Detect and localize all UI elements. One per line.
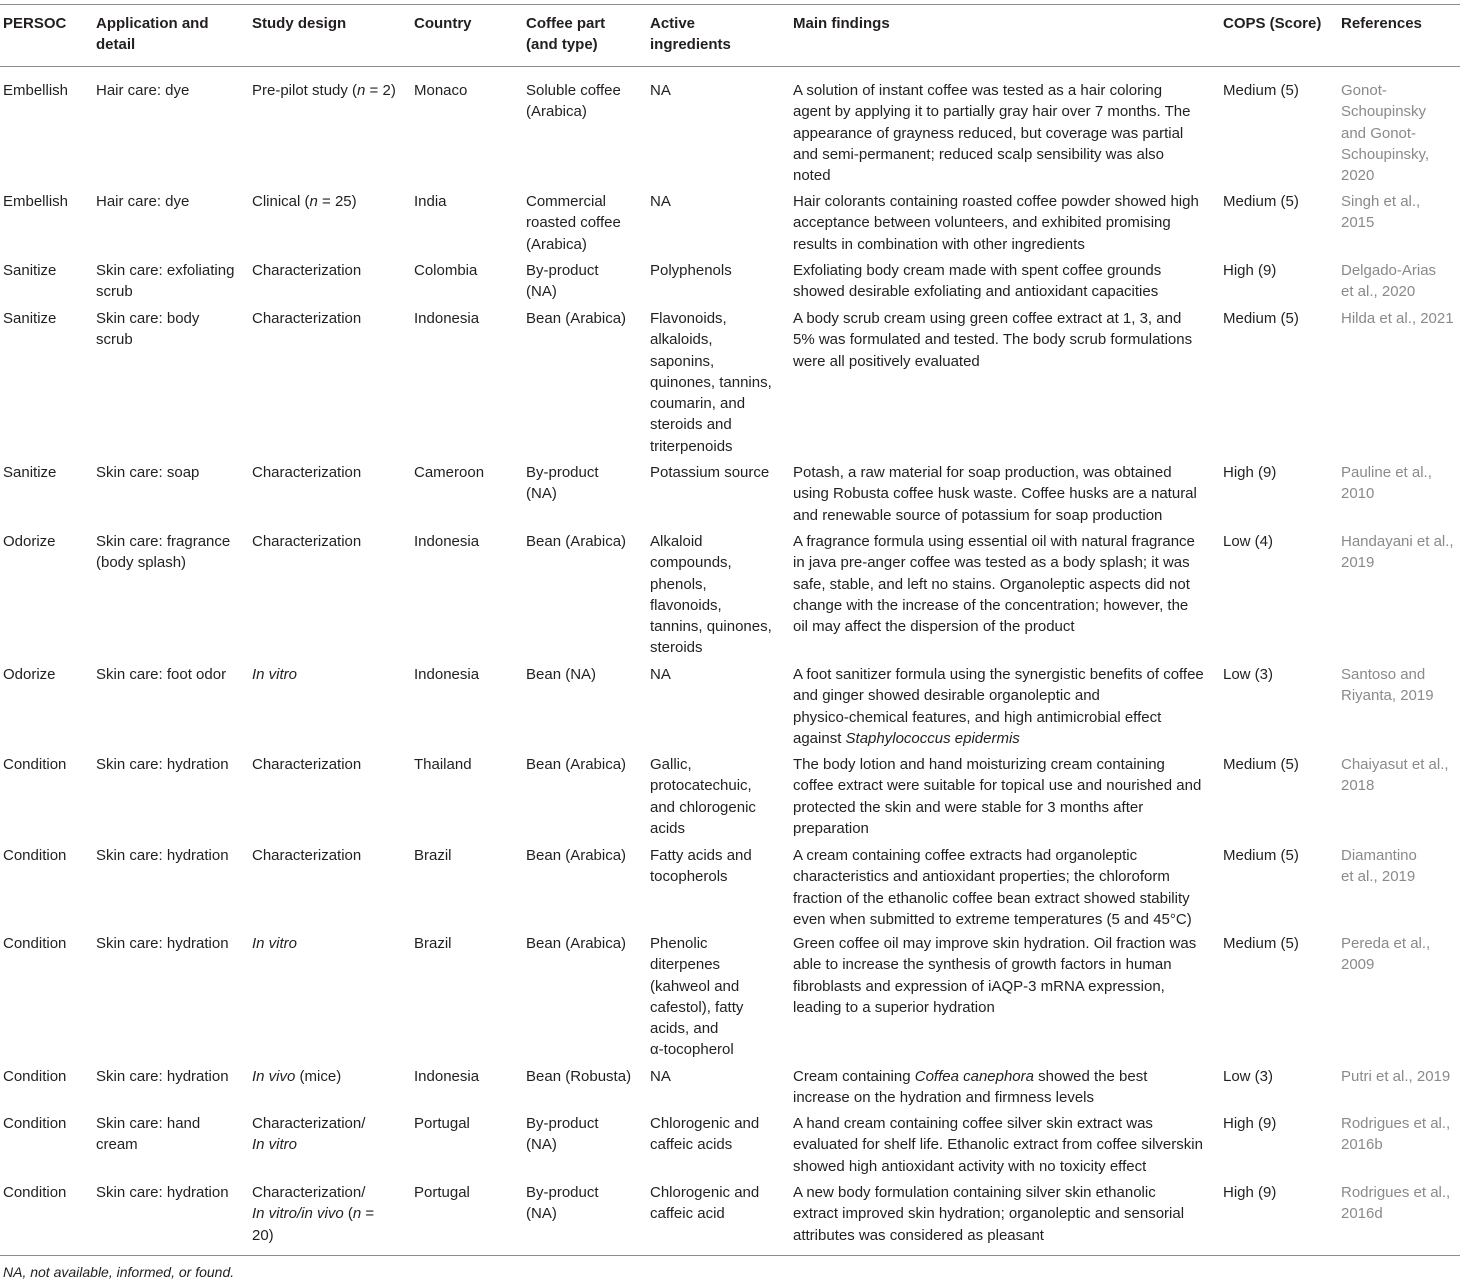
- column-header: Coffee part (and type): [526, 15, 606, 54]
- reference-cell: Pauline et al., 2010: [1341, 464, 1432, 503]
- text-run: A foot sanitizer formula using the synergistic benefits of coffee and ginger showed desirable organoleptic and physico-chemical features, and high antimicrobial effect against: [793, 666, 1204, 747]
- coffee-part-cell: By-product (NA): [526, 464, 599, 503]
- text-run: In vitro: [252, 1136, 298, 1154]
- ingredients-cell: Chlorogenic and caffeic acids: [650, 1115, 760, 1154]
- cops-cell: High (9): [1223, 262, 1277, 279]
- country-cell: Cameroon: [414, 464, 485, 481]
- text-run: The body lotion and hand moisturizing cream containing coffee extract were suitable for topical use and nourished and protected the skin and were stable for 3 months after preparation: [793, 756, 1202, 837]
- application-cell: Skin care: foot odor: [96, 666, 227, 683]
- cops-cell: High (9): [1223, 1115, 1277, 1132]
- study-design-cell: [252, 664, 297, 685]
- application-cell: Skin care: hydration: [96, 1068, 229, 1085]
- text-run: In vitro: [252, 666, 298, 683]
- cops-cell: Medium (5): [1223, 193, 1299, 210]
- ingredients-cell: Phenolic diterpenes (kahweol and cafestol), fatty acids, and α-tocopherol: [650, 935, 744, 1059]
- application-cell: Skin care: hydration: [96, 1184, 229, 1201]
- reference-cell: Rodrigues et al., 2016d: [1341, 1184, 1451, 1223]
- text-run: A body scrub cream using green coffee extract at 1, 3, and 5% was formulated and tested. The body scrub formulations were all positively evaluated: [793, 310, 1193, 370]
- findings-cell: [793, 664, 1204, 749]
- text-run: Pre-pilot study (: [252, 82, 358, 99]
- text-run: = 25): [317, 193, 357, 210]
- persoc-cell: Condition: [3, 847, 67, 864]
- study-design-cell: [252, 462, 361, 483]
- coffee-part-cell: Bean (Arabica): [526, 847, 627, 864]
- persoc-cell: Embellish: [3, 193, 69, 210]
- ingredients-cell: Fatty acids and tocopherols: [650, 847, 752, 886]
- cops-cell: Medium (5): [1223, 310, 1299, 327]
- cops-cell: Low (3): [1223, 666, 1274, 683]
- findings-cell: [793, 933, 1196, 1018]
- application-cell: Hair care: dye: [96, 193, 190, 210]
- findings-cell: [793, 80, 1190, 186]
- column-header: Study design: [252, 15, 347, 32]
- text-run: In vitro/in vivo: [252, 1205, 344, 1223]
- findings-cell: [793, 260, 1161, 303]
- findings-cell: [793, 1113, 1203, 1177]
- column-header: COPS (Score): [1223, 15, 1322, 32]
- text-run: Exfoliating body cream made with spent coffee grounds showed desirable exfoliating and antioxidant capacities: [793, 262, 1162, 301]
- text-run: = 20): [252, 1205, 375, 1244]
- text-run: In vitro: [252, 935, 298, 952]
- reference-cell: Rodrigues et al., 2016b: [1341, 1115, 1451, 1154]
- application-cell: Skin care: hydration: [96, 847, 229, 864]
- ingredients-cell: Alkaloid compounds, phenols, flavonoids, tannins, quinones, steroids: [650, 533, 772, 657]
- persoc-cell: Condition: [3, 1068, 67, 1085]
- text-run: (mice): [295, 1068, 342, 1085]
- country-cell: Indonesia: [414, 666, 480, 683]
- coffee-part-cell: Bean (Arabica): [526, 310, 627, 327]
- findings-cell: [793, 462, 1197, 526]
- reference-cell: Gonot- Schoupinsky and Gonot- Schoupinsky, 2020: [1341, 82, 1430, 185]
- cops-cell: Low (4): [1223, 533, 1274, 550]
- study-design-cell: [252, 531, 361, 552]
- text-run: A cream containing coffee extracts had organoleptic characteristics and antioxidant properties; the chloroform fraction of the ethanolic coffee bean extract showed stability even when submitted to extreme temperatures (5 and 45°C): [793, 847, 1192, 928]
- country-cell: Indonesia: [414, 1068, 480, 1085]
- column-header: Country: [414, 15, 472, 32]
- country-cell: Portugal: [414, 1115, 470, 1132]
- coffee-part-cell: Bean (Arabica): [526, 756, 627, 773]
- application-cell: Skin care: body scrub: [96, 310, 200, 349]
- persoc-cell: Condition: [3, 1115, 67, 1132]
- cops-cell: Medium (5): [1223, 82, 1299, 99]
- ingredients-cell: Flavonoids, alkaloids, saponins, quinones, tannins, coumarin, and steroids and triterpenoids: [650, 310, 772, 455]
- text-run: Characterization: [252, 464, 362, 481]
- ingredients-cell: NA: [650, 1068, 671, 1085]
- application-cell: Skin care: exfoliating scrub: [96, 262, 235, 301]
- findings-cell: [793, 845, 1192, 930]
- coffee-part-cell: Bean (Arabica): [526, 533, 627, 550]
- text-run: Green coffee oil may improve skin hydration. Oil fraction was able to increase the synthesis of growth factors in human fibroblasts and expression of iAQP-3 mRNA expression, leading to a superior hydration: [793, 935, 1197, 1016]
- ingredients-cell: NA: [650, 193, 671, 210]
- column-header: References: [1341, 15, 1422, 32]
- text-run: = 2): [365, 82, 396, 99]
- study-design-cell: [252, 80, 396, 101]
- coffee-part-cell: Commercial roasted coffee (Arabica): [526, 193, 621, 253]
- text-run: n: [352, 1205, 362, 1223]
- coffee-part-cell: By-product (NA): [526, 262, 599, 301]
- findings-cell: [793, 1066, 1147, 1109]
- country-cell: Brazil: [414, 935, 452, 952]
- persoc-cell: Sanitize: [3, 310, 57, 327]
- findings-cell: [793, 1182, 1184, 1246]
- cops-cell: High (9): [1223, 464, 1277, 481]
- findings-cell: [793, 754, 1201, 839]
- text-run: Characterization: [252, 756, 362, 773]
- study-design-cell: [252, 308, 361, 329]
- text-run: Hair colorants containing roasted coffee powder showed high acceptance between volunteers, and exhibited promising results in combination with other ingredients: [793, 193, 1199, 253]
- persoc-cell: Odorize: [3, 533, 56, 550]
- coffee-part-cell: Soluble coffee (Arabica): [526, 82, 621, 121]
- reference-cell: Pereda et al., 2009: [1341, 935, 1431, 974]
- persoc-cell: Condition: [3, 935, 67, 952]
- application-cell: Skin care: hydration: [96, 756, 229, 773]
- country-cell: Portugal: [414, 1184, 470, 1201]
- cops-cell: Low (3): [1223, 1068, 1274, 1085]
- reference-cell: Diamantino et al., 2019: [1341, 847, 1417, 886]
- cops-cell: Medium (5): [1223, 756, 1299, 773]
- text-run: (: [343, 1205, 353, 1223]
- ingredients-cell: Chlorogenic and caffeic acid: [650, 1184, 760, 1223]
- study-design-cell: [252, 1182, 374, 1246]
- application-cell: Skin care: hand cream: [96, 1115, 201, 1154]
- country-cell: Colombia: [414, 262, 478, 279]
- application-cell: Hair care: dye: [96, 82, 190, 99]
- reference-cell: Santoso and Riyanta, 2019: [1341, 666, 1434, 705]
- text-run: showed the best increase on the hydration and firmness levels: [793, 1068, 1148, 1107]
- cops-cell: Medium (5): [1223, 847, 1299, 864]
- text-run: Characterization/: [252, 1115, 366, 1132]
- text-run: n: [357, 82, 366, 99]
- text-run: A fragrance formula using essential oil with natural fragrance in java pre-anger coffee was tested as a body splash; it was safe, stable, and left no stains. Organoleptic aspects did not change with the increase of the concentration; however, the oil may affect the dispersion of the product: [793, 533, 1195, 636]
- application-cell: Skin care: fragrance (body splash): [96, 533, 231, 572]
- persoc-cell: Sanitize: [3, 262, 57, 279]
- text-run: A new body formulation containing silver skin ethanolic extract improved skin hydration; organoleptic and sensorial attributes was considered as pleasant: [793, 1184, 1185, 1244]
- text-run: n: [309, 193, 318, 210]
- text-run: Coffea canephora: [914, 1068, 1034, 1085]
- text-run: Clinical (: [252, 193, 310, 210]
- findings-cell: [793, 191, 1199, 255]
- coffee-part-cell: Bean (Robusta): [526, 1068, 632, 1085]
- text-run: Characterization: [252, 310, 362, 327]
- column-header: PERSOC: [3, 15, 67, 32]
- study-design-cell: [252, 191, 357, 212]
- study-design-cell: [252, 1066, 341, 1087]
- country-cell: India: [414, 193, 447, 210]
- text-run: Cream containing: [793, 1068, 915, 1085]
- reference-cell: Delgado-Arias et al., 2020: [1341, 262, 1437, 301]
- coffee-part-cell: By-product (NA): [526, 1115, 599, 1154]
- header-rule: [0, 66, 1460, 67]
- country-cell: Indonesia: [414, 310, 480, 327]
- application-cell: Skin care: hydration: [96, 935, 229, 952]
- persoc-cell: Embellish: [3, 82, 69, 99]
- top-rule: [0, 4, 1460, 5]
- column-header: Application and detail: [96, 15, 209, 54]
- country-cell: Brazil: [414, 847, 452, 864]
- bottom-rule: [0, 1255, 1460, 1256]
- application-cell: Skin care: soap: [96, 464, 200, 481]
- ingredients-cell: NA: [650, 82, 671, 99]
- country-cell: Thailand: [414, 756, 472, 773]
- country-cell: Monaco: [414, 82, 468, 99]
- cops-cell: High (9): [1223, 1184, 1277, 1201]
- ingredients-cell: Potassium source: [650, 464, 770, 481]
- column-header: Active ingredients: [650, 15, 731, 54]
- reference-cell: Hilda et al., 2021: [1341, 310, 1454, 327]
- study-design-cell: [252, 933, 297, 954]
- persoc-cell: Condition: [3, 1184, 67, 1201]
- reference-cell: Chaiyasut et al., 2018: [1341, 756, 1449, 795]
- findings-cell: [793, 308, 1192, 372]
- table-footnote: NA, not available, informed, or found.: [3, 1264, 235, 1280]
- findings-cell: [793, 531, 1195, 637]
- text-run: In vivo: [252, 1068, 296, 1085]
- text-run: A solution of instant coffee was tested as a hair coloring agent by applying it to partially gray hair over 7 months. The appearance of grayness reduced, but coverage was partial and semi-permanent; reduced scalp sensibility was also noted: [793, 82, 1191, 185]
- study-design-cell: [252, 260, 361, 281]
- study-design-cell: [252, 754, 361, 775]
- coffee-part-cell: Bean (NA): [526, 666, 597, 683]
- study-design-cell: [252, 1113, 365, 1156]
- study-design-cell: [252, 845, 361, 866]
- country-cell: Indonesia: [414, 533, 480, 550]
- column-header: Main findings: [793, 15, 890, 32]
- persoc-cell: Condition: [3, 756, 67, 773]
- persoc-cell: Odorize: [3, 666, 56, 683]
- cops-cell: Medium (5): [1223, 935, 1299, 952]
- ingredients-cell: Gallic, protocatechuic, and chlorogenic acids: [650, 756, 756, 837]
- text-run: Characterization: [252, 533, 362, 550]
- text-run: Characterization: [252, 847, 362, 864]
- text-run: Staphylococcus epidermis: [845, 729, 1020, 747]
- text-run: A hand cream containing coffee silver skin extract was evaluated for shelf life. Ethanolic extract from coffee silverskin showed high antioxidant activity with no toxicity effect: [793, 1115, 1203, 1175]
- ingredients-cell: Polyphenols: [650, 262, 732, 279]
- persoc-cell: Sanitize: [3, 464, 57, 481]
- text-run: Potash, a raw material for soap production, was obtained using Robusta coffee husk waste. Coffee husks are a natural and renewable source of potassium for soap production: [793, 464, 1197, 524]
- text-run: Characterization: [252, 262, 362, 279]
- coffee-part-cell: By-product (NA): [526, 1184, 599, 1223]
- text-run: Characterization/: [252, 1184, 366, 1201]
- ingredients-cell: NA: [650, 666, 671, 683]
- reference-cell: Handayani et al., 2019: [1341, 533, 1454, 572]
- reference-cell: Putri et al., 2019: [1341, 1068, 1451, 1085]
- coffee-part-cell: Bean (Arabica): [526, 935, 627, 952]
- reference-cell: Singh et al., 2015: [1341, 193, 1421, 232]
